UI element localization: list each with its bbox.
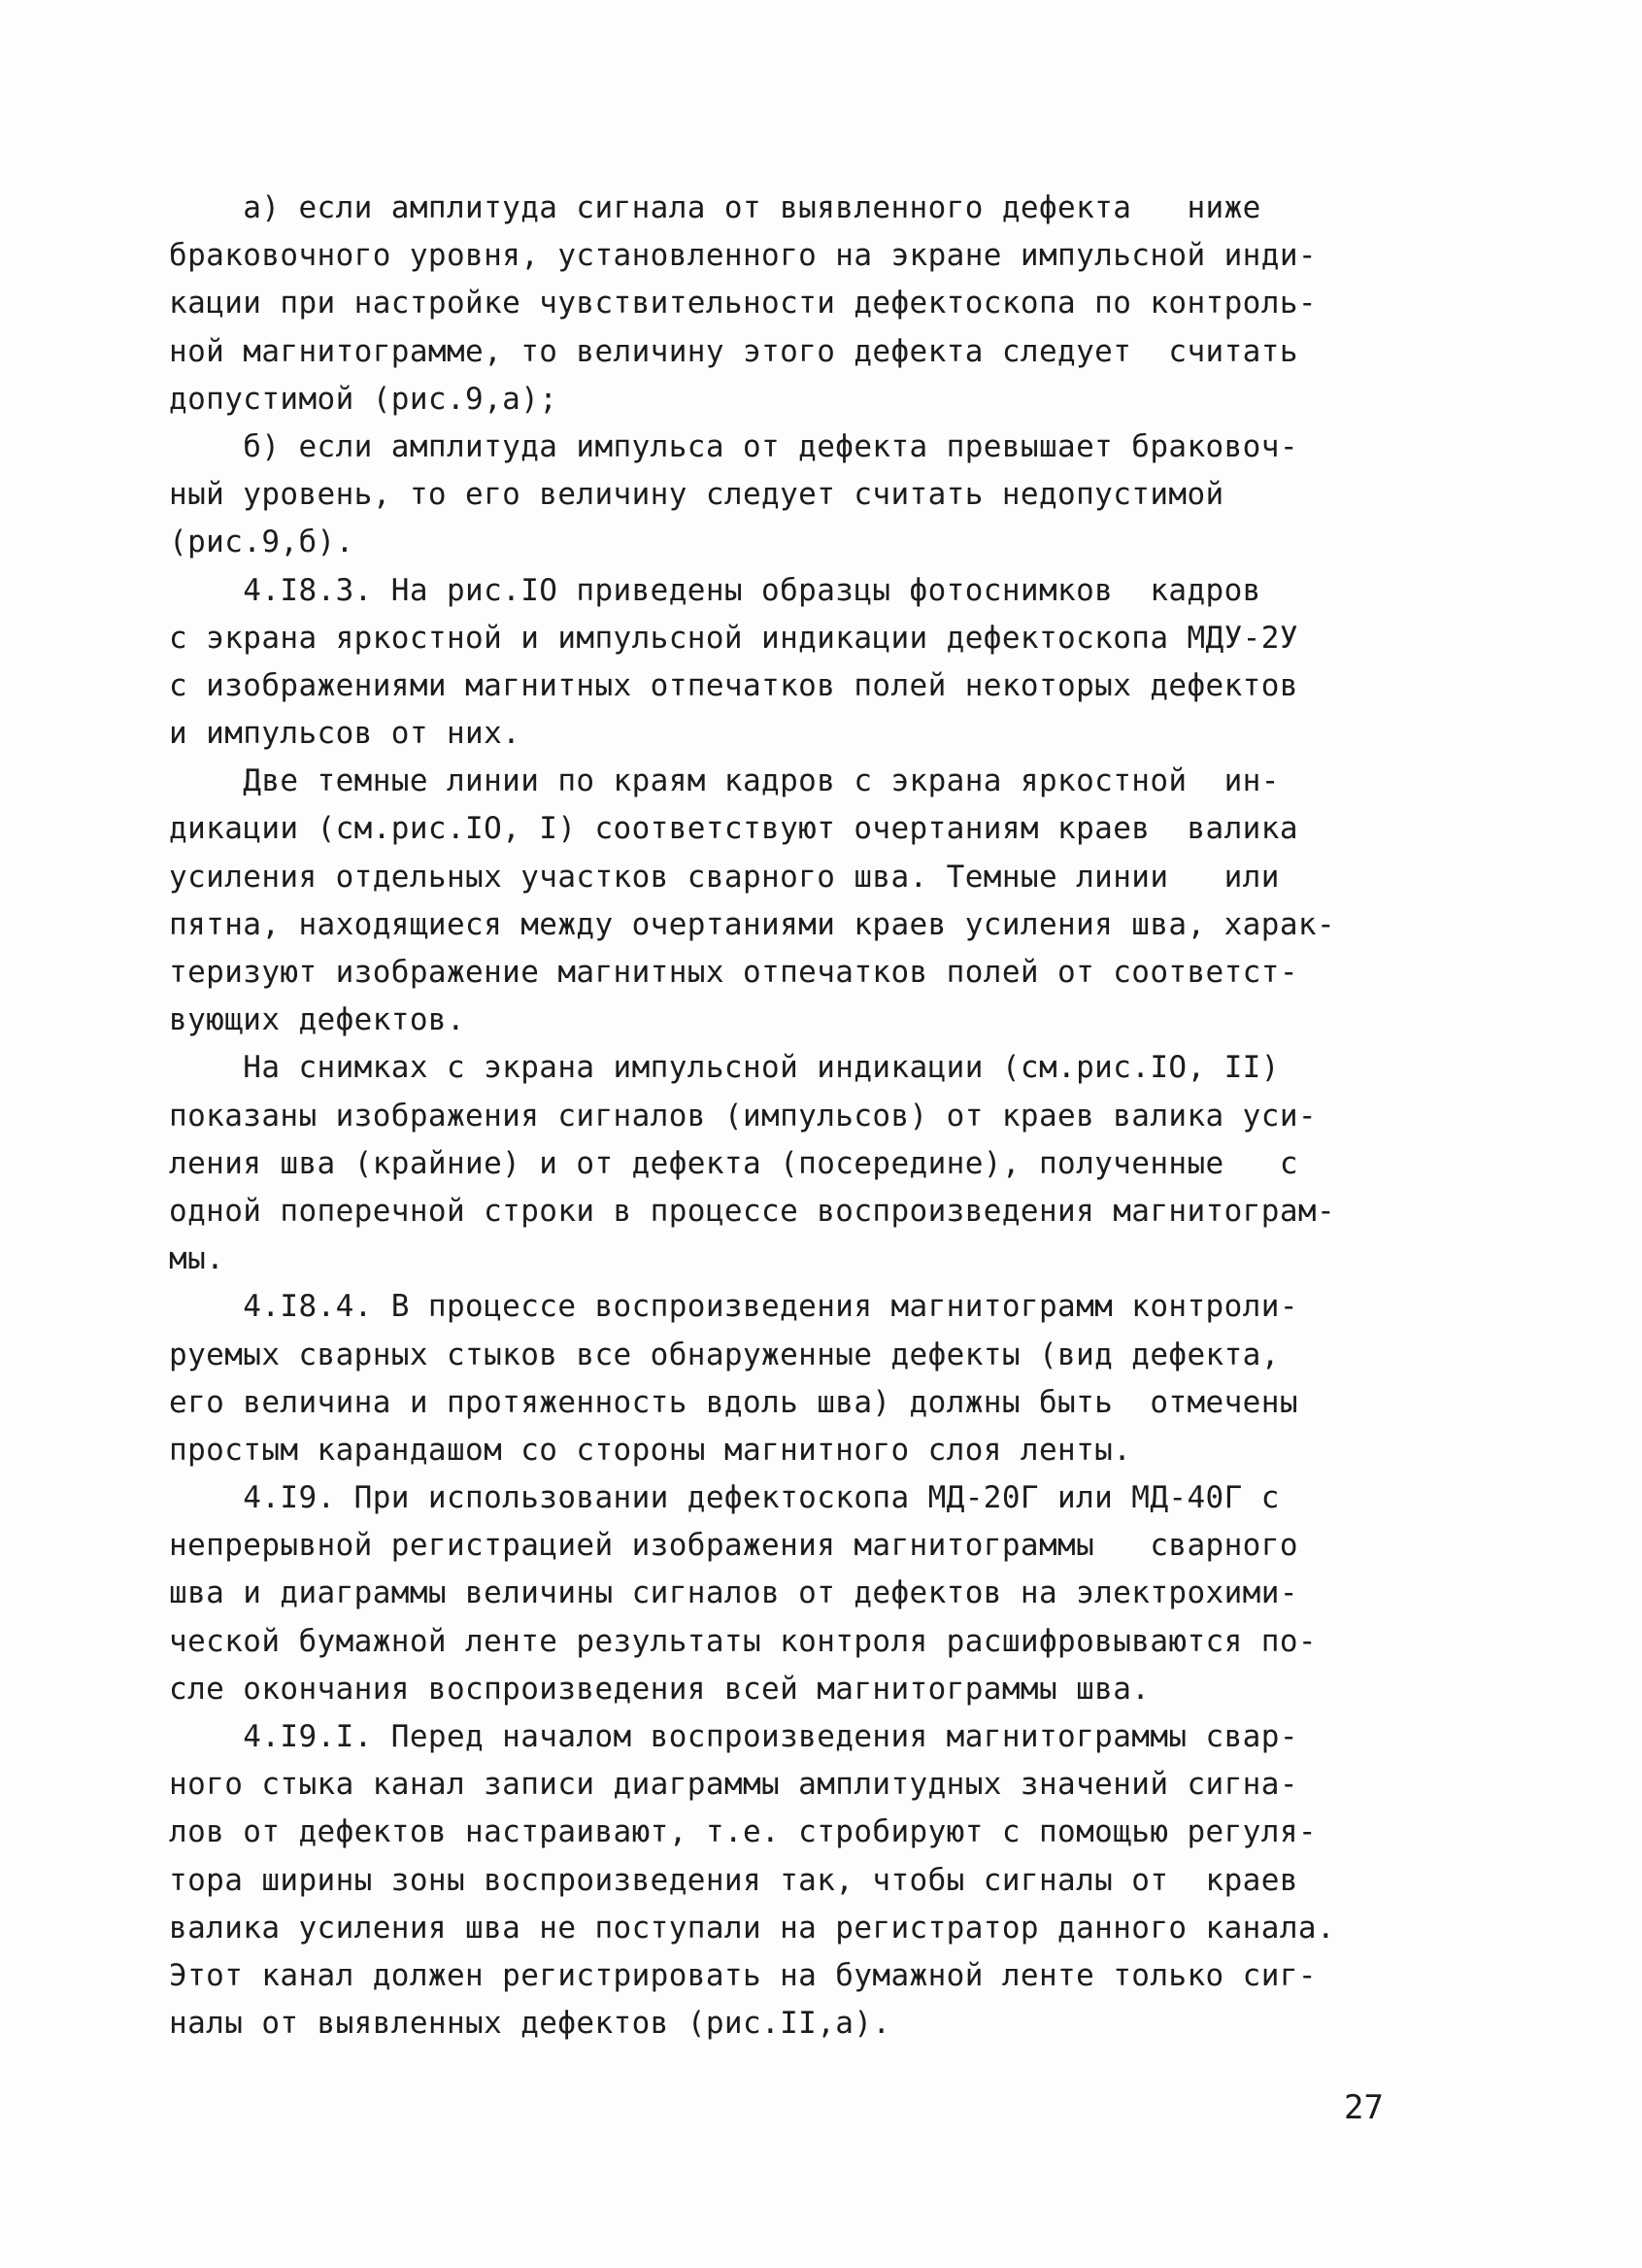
- text-line: руемых сварных стыков все обнаруженные дефекты (вид дефекта,: [169, 1337, 1280, 1372]
- text-line: ный уровень, то его величину следует считать недопустимой: [169, 477, 1224, 513]
- text-line: и импульсов от них.: [169, 716, 521, 752]
- text-line: (рис.9,б).: [169, 525, 354, 560]
- text-line: б) если амплитуда импульса от дефекта превышает браковоч-: [169, 428, 1298, 464]
- text-line: На снимках с экрана импульсной индикации (см.рис.IО, II): [169, 1050, 1280, 1086]
- text-line: дикации (см.рис.IО, I) соответствуют очертаниям краев валика: [169, 811, 1298, 847]
- text-line: 4.I8.3. На рис.IО приведены образцы фотоснимков кадров: [169, 572, 1261, 608]
- text-line: шва и диаграммы величины сигналов от дефектов на электрохими-: [169, 1575, 1298, 1611]
- text-line: показаны изображения сигналов (импульсов) от краев валика уси-: [169, 1098, 1317, 1134]
- text-line: усиления отдельных участков сварного шва. Темные линии или: [169, 859, 1280, 895]
- text-line: Этот канал должен регистрировать на бумажной ленте только сиг-: [169, 1957, 1317, 1993]
- text-line: тора ширины зоны воспроизведения так, чтобы сигналы от краев: [169, 1862, 1298, 1898]
- text-line: мы.: [169, 1241, 225, 1277]
- text-line: валика усиления шва не поступали на регистратор данного канала.: [169, 1910, 1336, 1946]
- text-line: теризуют изображение магнитных отпечатков полей от соответст-: [169, 955, 1298, 990]
- text-line: пятна, находящиеся между очертаниями краев усиления шва, харак-: [169, 906, 1336, 942]
- text-line: ческой бумажной ленте результаты контроля расшифровываются по-: [169, 1623, 1317, 1659]
- text-line: непрерывной регистрацией изображения магнитограммы сварного: [169, 1528, 1298, 1564]
- text-line: допустимой (рис.9,а);: [169, 381, 558, 417]
- text-line: а) если амплитуда сигнала от выявленного дефекта ниже: [169, 190, 1261, 225]
- text-line: 4.I8.4. В процессе воспроизведения магнитограмм контроли-: [169, 1289, 1298, 1325]
- text-line: ного стыка канал записи диаграммы амплитудных значений сигна-: [169, 1767, 1298, 1803]
- text-line: ления шва (крайние) и от дефекта (посередине), полученные с: [169, 1145, 1298, 1181]
- text-line: вующих дефектов.: [169, 1002, 466, 1038]
- text-line: одной поперечной строки в процессе воспроизведения магнитограм-: [169, 1193, 1336, 1229]
- text-line: 4.I9.I. Перед началом воспроизведения магнитограммы свар-: [169, 1719, 1298, 1754]
- text-line: сле окончания воспроизведения всей магнитограммы шва.: [169, 1671, 1151, 1707]
- text-line: налы от выявленных дефектов (рис.II,а).: [169, 2006, 891, 2042]
- text-line: лов от дефектов настраивают, т.е. стробируют с помощью регуля-: [169, 1814, 1317, 1850]
- text-line: браковочного уровня, установленного на экране импульсной инди-: [169, 238, 1317, 274]
- text-line: с экрана яркостной и импульсной индикации дефектоскопа МДУ-2У: [169, 620, 1298, 656]
- text-line: кации при настройке чувствительности дефектоскопа по контроль-: [169, 286, 1317, 322]
- text-line: ной магнитограмме, то величину этого дефекта следует считать: [169, 333, 1298, 369]
- text-line: 4.I9. При использовании дефектоскопа МД-20Г или МД-40Г с: [169, 1480, 1280, 1516]
- text-line: простым карандашом со стороны магнитного слоя ленты.: [169, 1432, 1132, 1468]
- text-line: Две темные линии по краям кадров с экрана яркостной ин-: [169, 763, 1280, 799]
- text-line: его величина и протяженность вдоль шва) должны быть отмечены: [169, 1384, 1298, 1420]
- text-line: с изображениями магнитных отпечатков полей некоторых дефектов: [169, 667, 1298, 703]
- page-number: 27: [1344, 2088, 1384, 2127]
- body-text: [169, 185, 1451, 2048]
